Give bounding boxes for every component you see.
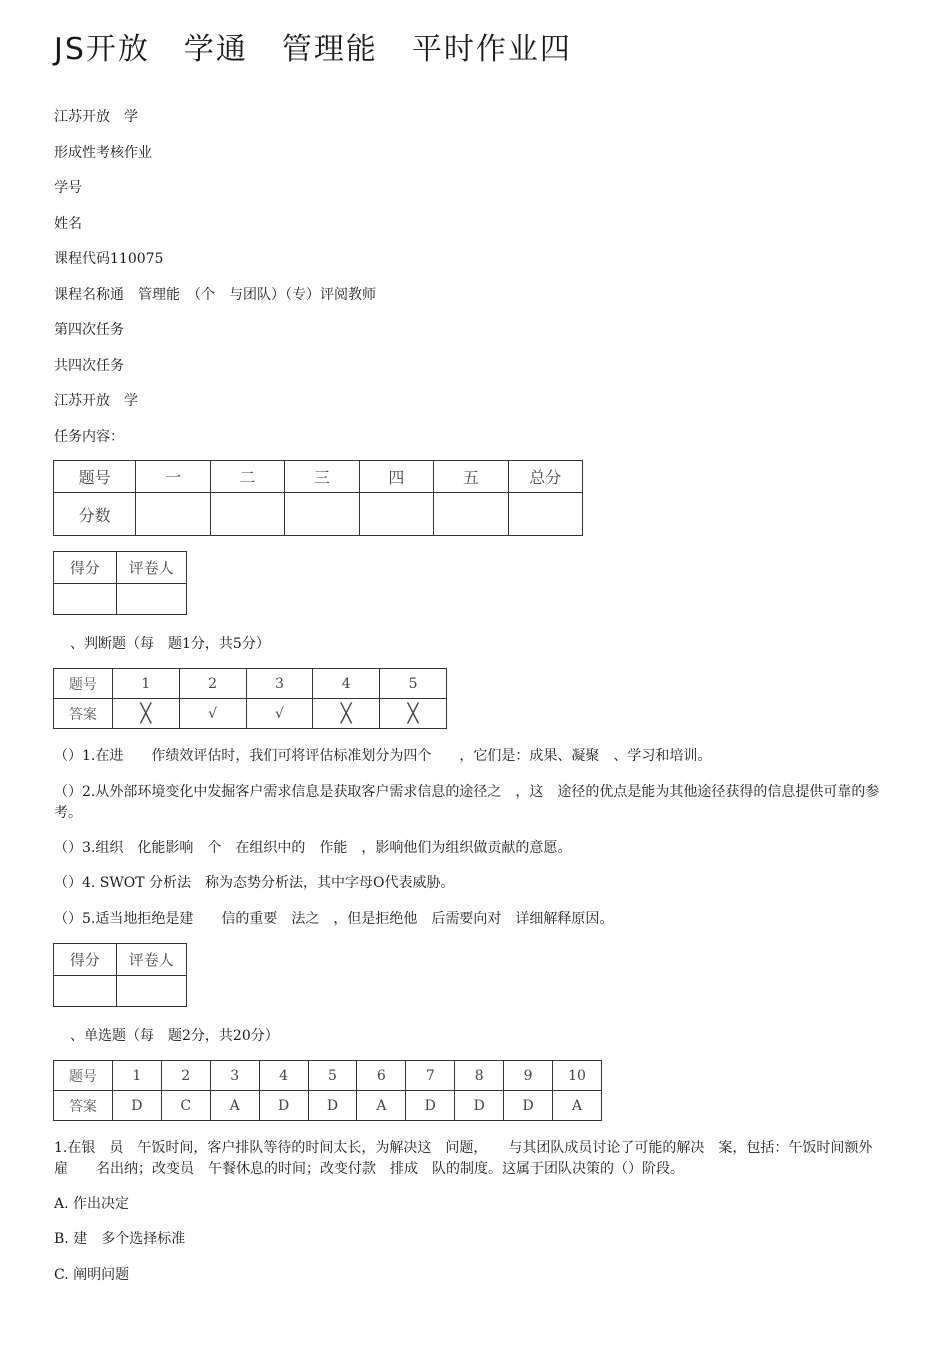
grader-header-score: 得分: [54, 944, 117, 976]
grader-header-grader: 评卷人: [116, 944, 186, 976]
score-header-cell: 四: [359, 461, 433, 493]
header-line-name: 姓名: [54, 216, 82, 232]
header-line-school: 江苏开放 学: [54, 109, 138, 125]
sc-option-b: B. 建 多个选择标准: [54, 1231, 186, 1247]
sc-answer-cell: D: [406, 1091, 455, 1121]
header-line-assignment: 形成性考核作业: [54, 145, 152, 161]
sc-num-cell: 9: [504, 1061, 553, 1091]
score-cell: [359, 493, 433, 536]
document-title-block: [54, 28, 894, 72]
header-line-school-2: 江苏开放 学: [54, 393, 138, 409]
tf-question-3: （）3.组织 化能影响 个 在组织中的 作能 ，影响他们为组织做贡献的意愿。: [54, 840, 572, 856]
grader-cell: [116, 976, 186, 1007]
tf-question-2: （）2.从外部环境变化中发掘客户需求信息是获取客户需求信息的途径之 ，这 途径的优点是能为其他途径获得的信息提供可靠的参考。: [54, 784, 880, 821]
sc-option-a: A. 作出决定: [54, 1196, 130, 1212]
sc-num-cell: 2: [161, 1061, 210, 1091]
tf-answer-cell: ╳: [313, 699, 380, 729]
tf-question-4: （）4. SWOT 分析法 称为态势分析法，其中字母O代表威胁。: [54, 875, 455, 891]
sc-question-1: 1.在银 员 午饭时间，客户排队等待的时间太长，为解决这 问题， 与其团队成员讨论了可能的解决 案，包括：午饭时间额外雇 名出纳；改变员 午餐休息的时间；改变付款 排成 队的制度。这属于团队决策的（）阶段。: [54, 1140, 873, 1177]
sc-label-ans: 答案: [54, 1091, 113, 1121]
tf-num-cell: 2: [179, 669, 246, 699]
tf-answer-cell: ╳: [380, 699, 447, 729]
tf-num-cell: 1: [112, 669, 179, 699]
document-title: JS开放 学通 管理能 平时作业四: [54, 32, 572, 67]
tf-question-5: （）5.适当地拒绝是建 信的重要 法之 ，但是拒绝他 后需要向对 详细解释原因。: [54, 911, 614, 927]
score-row-label: 分数: [54, 493, 136, 536]
sc-answer-cell: A: [553, 1091, 602, 1121]
grader-table-1: [53, 551, 187, 615]
header-line-course-name: 课程名称通 管理能 （个 与团队）（专）评阅教师: [54, 287, 376, 303]
sc-option-c: C. 阐明问题: [54, 1267, 130, 1283]
tf-num-cell: 3: [246, 669, 313, 699]
sc-num-cell: 8: [455, 1061, 504, 1091]
tf-question-1: （）1.在进 作绩效评估时，我们可将评估标准划分为四个 ，它们是：成果、凝聚 、学习和培训。: [54, 748, 712, 764]
score-header-cell: 一: [136, 461, 210, 493]
sc-num-cell: 5: [308, 1061, 357, 1091]
sc-answer-cell: D: [308, 1091, 357, 1121]
tf-answer-cell: √: [179, 699, 246, 729]
sc-answer-cell: D: [455, 1091, 504, 1121]
sc-answer-cell: D: [259, 1091, 308, 1121]
sc-answer-cell: C: [161, 1091, 210, 1121]
header-line-task-total: 共四次任务: [54, 358, 124, 374]
tf-label-ans: 答案: [54, 699, 113, 729]
section2-title: 、单选题（每 题2分，共20分）: [70, 1028, 279, 1044]
score-cell: [210, 493, 284, 536]
score-cell: [508, 493, 582, 536]
grader-header-score: 得分: [54, 552, 117, 584]
score-cell: [136, 493, 210, 536]
grader-header-grader: 评卷人: [116, 552, 186, 584]
score-cell: [285, 493, 359, 536]
grader-table-2: [53, 943, 187, 1007]
grader-cell: [54, 584, 117, 615]
sc-answer-cell: D: [504, 1091, 553, 1121]
tf-num-cell: 4: [313, 669, 380, 699]
header-line-task-no: 第四次任务: [54, 322, 124, 338]
sc-answer-cell: A: [210, 1091, 259, 1121]
header-line-task-content: 任务内容：: [54, 429, 124, 445]
sc-num-cell: 6: [357, 1061, 406, 1091]
grader-cell: [116, 584, 186, 615]
section1-title: 、判断题（每 题1分，共5分）: [70, 636, 270, 652]
sc-answer-cell: A: [357, 1091, 406, 1121]
header-line-student-id: 学号: [54, 180, 82, 196]
tf-label-num: 题号: [54, 669, 113, 699]
sc-label-num: 题号: [54, 1061, 113, 1091]
sc-num-cell: 7: [406, 1061, 455, 1091]
score-header-cell: 总分: [508, 461, 582, 493]
score-table: [53, 460, 583, 536]
tf-answer-cell: ╳: [112, 699, 179, 729]
single-choice-answer-table: [53, 1060, 602, 1121]
score-cell: [434, 493, 508, 536]
tf-answer-cell: √: [246, 699, 313, 729]
score-header-cell: 题号: [54, 461, 136, 493]
header-line-course-code: 课程代码110075: [54, 251, 164, 267]
sc-num-cell: 10: [553, 1061, 602, 1091]
grader-cell: [54, 976, 117, 1007]
sc-answer-cell: D: [112, 1091, 161, 1121]
tf-num-cell: 5: [380, 669, 447, 699]
true-false-answer-table: [53, 668, 447, 729]
sc-num-cell: 4: [259, 1061, 308, 1091]
score-header-cell: 三: [285, 461, 359, 493]
sc-num-cell: 1: [112, 1061, 161, 1091]
score-header-cell: 二: [210, 461, 284, 493]
score-header-cell: 五: [434, 461, 508, 493]
sc-num-cell: 3: [210, 1061, 259, 1091]
